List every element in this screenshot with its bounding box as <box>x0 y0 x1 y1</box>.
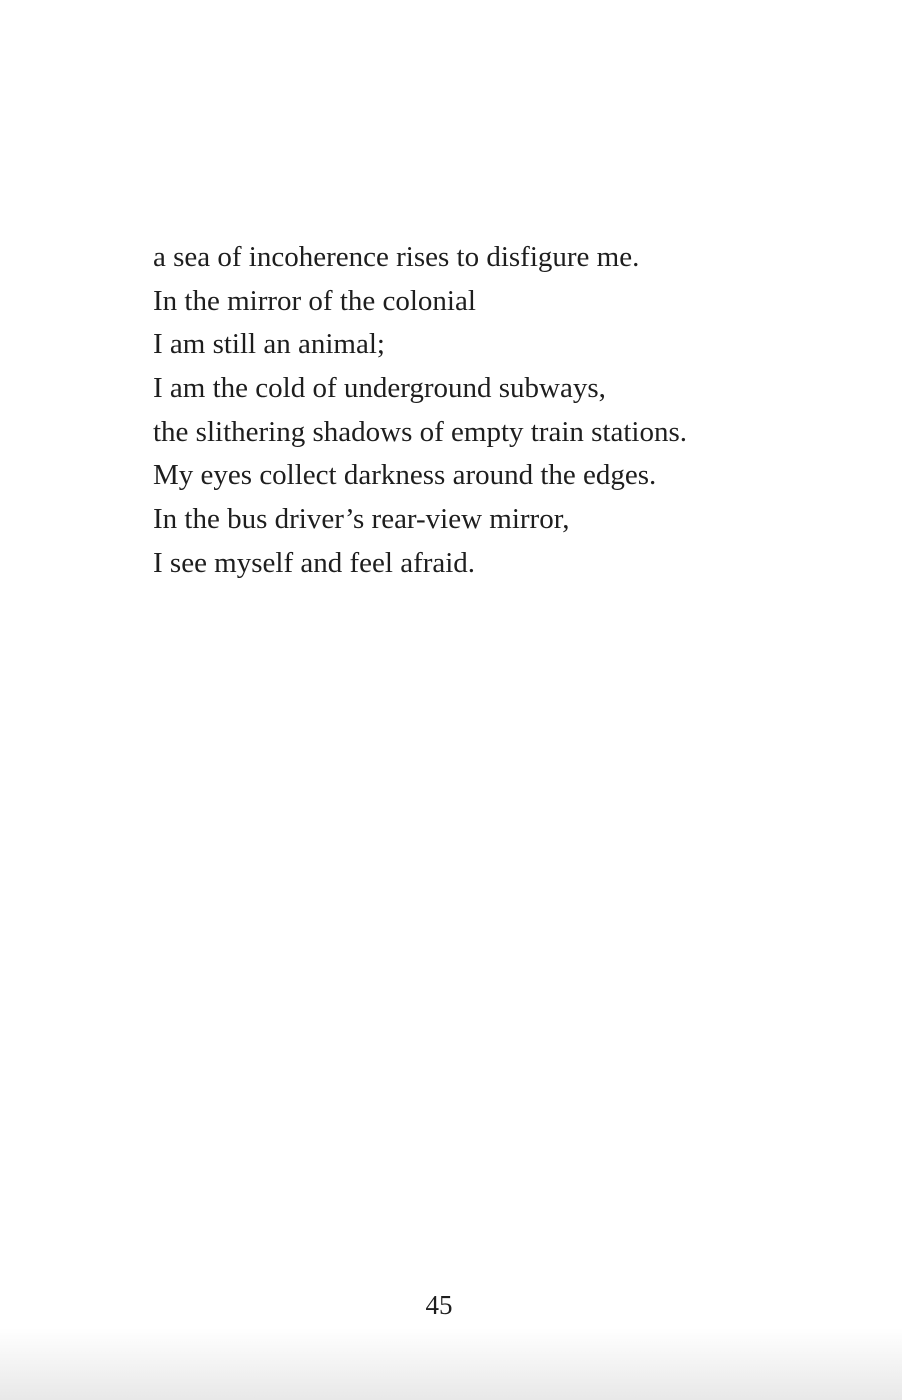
page-number: 45 <box>425 1290 453 1320</box>
poem-line: My eyes collect darkness around the edges. <box>153 459 657 492</box>
page-bottom-shadow <box>0 1328 902 1400</box>
poem-line: I am still an animal; <box>153 328 385 361</box>
poem-line: In the mirror of the colonial <box>153 284 476 317</box>
poem-line: a sea of incoherence rises to disfigure me. <box>153 241 640 273</box>
poem-line: the slithering shadows of empty train stations. <box>153 415 688 448</box>
poem-stanza <box>153 236 687 586</box>
poem-line: I am the cold of underground subways, <box>153 372 606 405</box>
poem-line: I see myself and feel afraid. <box>153 546 476 579</box>
poem-line: In the bus driver’s rear-view mirror, <box>153 503 570 536</box>
